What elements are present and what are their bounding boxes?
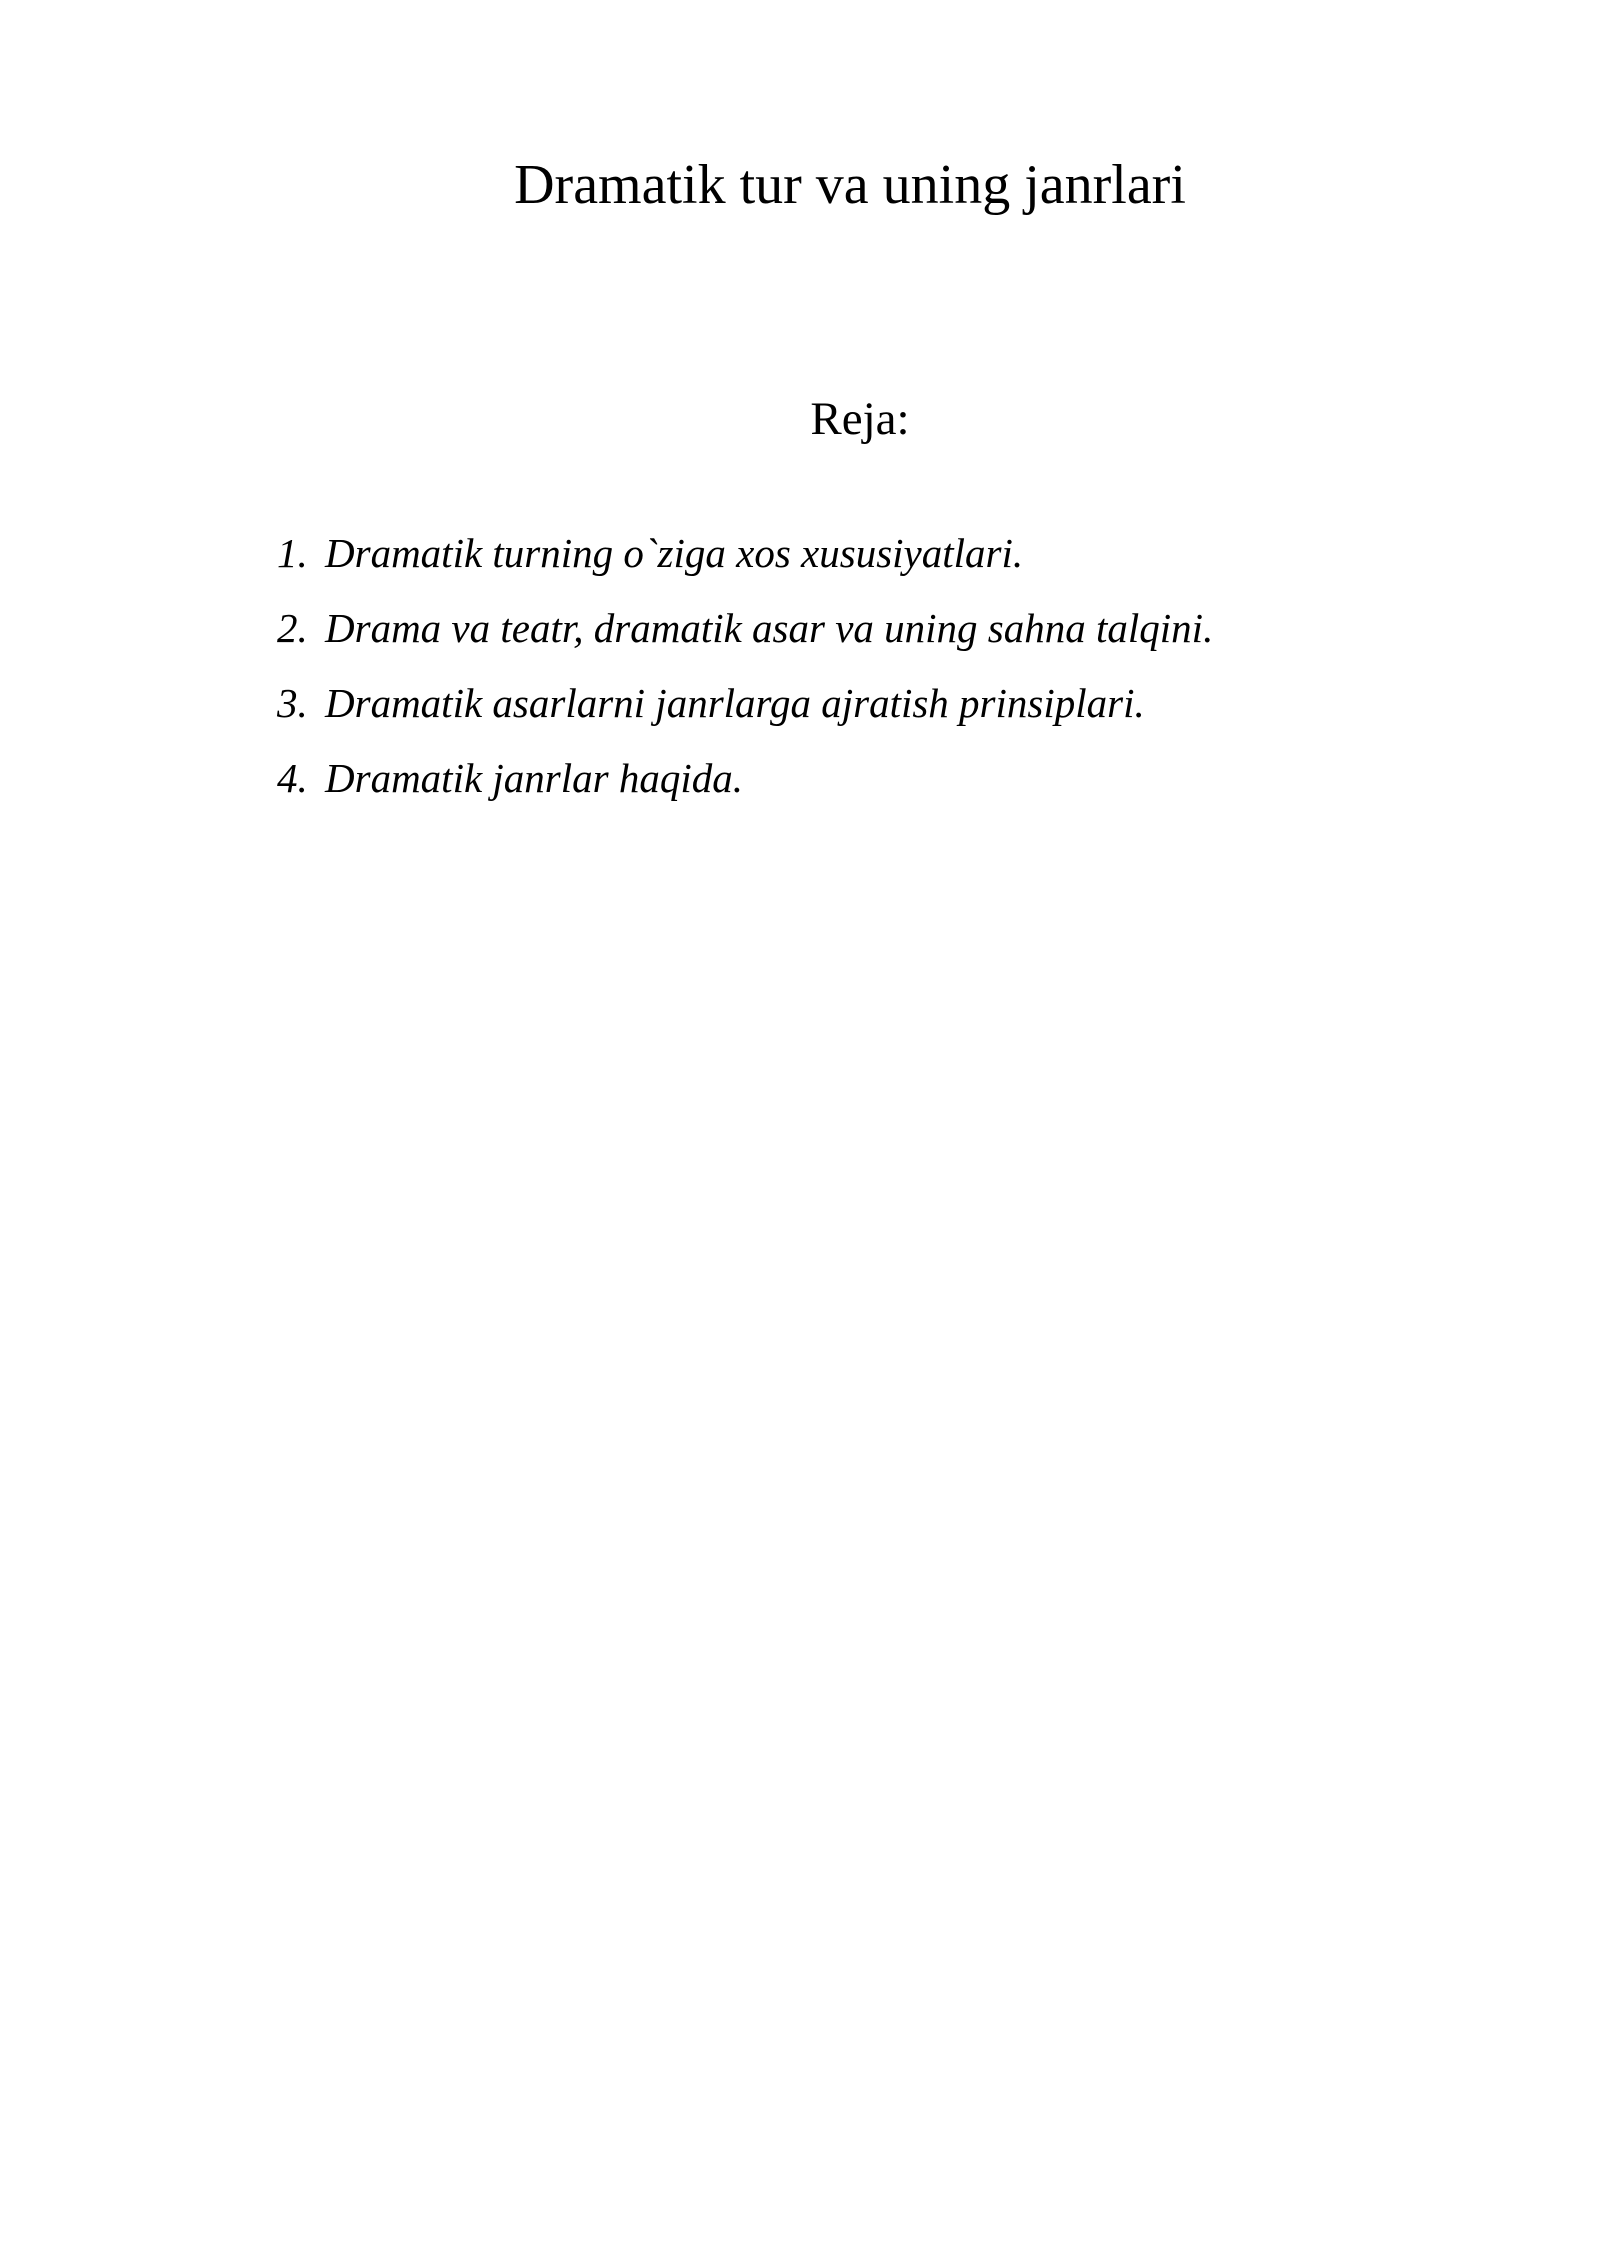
plan-item-number: 4. — [277, 755, 308, 801]
plan-item-text: Dramatik turning o`ziga xos xususiyatlari. — [325, 530, 1024, 576]
plan-item-number: 1. — [277, 530, 308, 576]
plan-heading: Reja: — [810, 393, 910, 445]
plan-item-2 — [277, 603, 1213, 653]
plan-item-number: 2. — [277, 605, 308, 651]
plan-item-4 — [277, 753, 1213, 803]
document-title: Dramatik tur va uning janrlari — [514, 154, 1186, 216]
plan-item-text: Drama va teatr, dramatik asar va uning sahna talqini. — [325, 605, 1214, 651]
plan-item-number: 3. — [277, 680, 308, 726]
plan-list — [277, 528, 1213, 828]
plan-item-1 — [277, 528, 1213, 578]
plan-item-text: Dramatik asarlarni janrlarga ajratish prinsiplari. — [325, 680, 1145, 726]
plan-item-3 — [277, 678, 1213, 728]
plan-item-text: Dramatik janrlar haqida. — [325, 755, 743, 801]
